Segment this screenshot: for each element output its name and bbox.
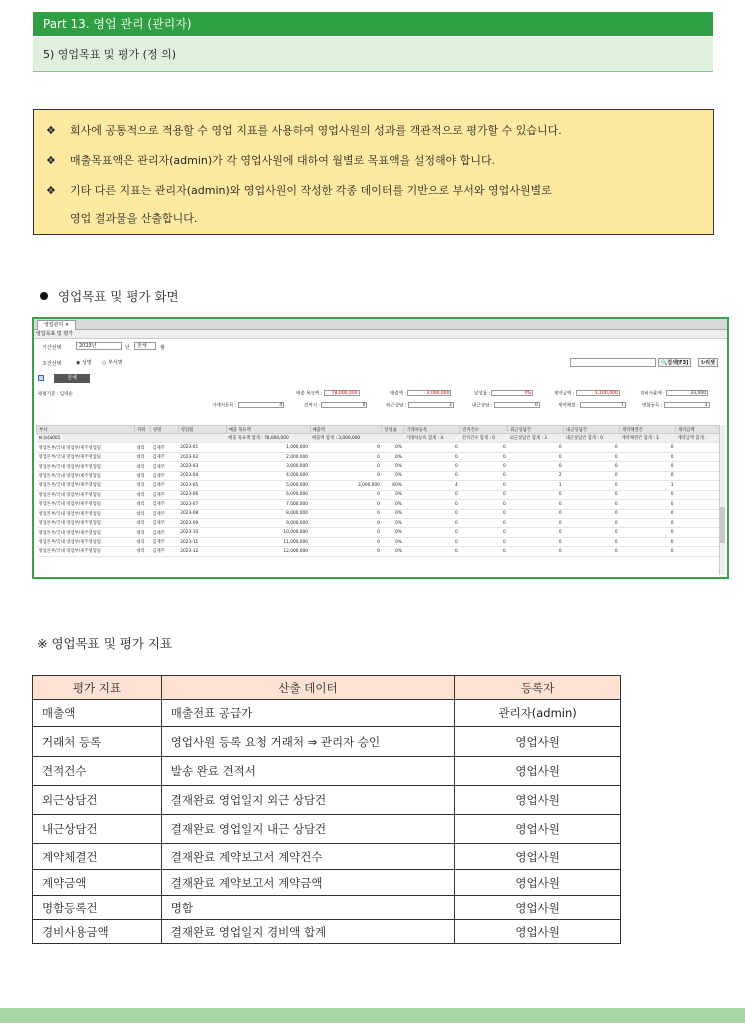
indicator-cell: 외근상담건 bbox=[33, 786, 162, 815]
table-cell: 대리 bbox=[134, 452, 150, 461]
table-row[interactable] bbox=[37, 443, 722, 452]
table-cell: 11,000,000 bbox=[226, 537, 310, 546]
table-cell: 영업본부/국내 영업부/제주영업팀 bbox=[37, 537, 135, 546]
table-cell bbox=[675, 490, 721, 499]
table-cell: 0 bbox=[310, 462, 382, 471]
period-row bbox=[34, 339, 727, 355]
indicator-cell: 결재완료 영업일지 경비액 합계 bbox=[161, 920, 454, 944]
table-row[interactable] bbox=[37, 481, 722, 490]
table-cell: 10,000,000 bbox=[226, 528, 310, 537]
table-cell: 2023-09 bbox=[178, 518, 226, 527]
table-cell: 0 bbox=[460, 481, 508, 490]
indicator-table bbox=[32, 675, 621, 944]
indicator-cell: 관리자(admin) bbox=[455, 700, 621, 727]
table-cell: 0 bbox=[620, 452, 676, 461]
table-cell: 2 bbox=[508, 471, 564, 480]
note-item: ❖ 매출목표액은 관리자(admin)가 각 영업사원에 대하여 월별로 목표액을 설정해야 합니다. bbox=[44, 150, 713, 180]
table-cell: 0% bbox=[382, 528, 404, 537]
section-title: 5) 영업목표 및 평가 (정 의) bbox=[33, 37, 713, 72]
indicator-row bbox=[33, 700, 621, 727]
column-header[interactable]: 부서 bbox=[37, 426, 135, 434]
summary-row-2 bbox=[34, 400, 727, 412]
table-cell: 0 bbox=[508, 462, 564, 471]
table-cell: 영업본부/국내 영업부/제주영업팀 bbox=[37, 518, 135, 527]
table-cell: 김제주 bbox=[150, 471, 178, 480]
column-header[interactable]: 성명 bbox=[150, 426, 178, 434]
indicator-title: ※ 영업목표 및 평가 지표 bbox=[37, 636, 173, 651]
basis-label: 평평기준 : 입력순 bbox=[38, 392, 73, 397]
table-cell: 0 bbox=[404, 462, 460, 471]
table-cell: 0% bbox=[382, 443, 404, 452]
table-cell: 0 bbox=[620, 490, 676, 499]
table-row[interactable] bbox=[37, 509, 722, 518]
table-cell: 0 bbox=[564, 471, 620, 480]
column-header[interactable]: 거래처등록 bbox=[404, 426, 460, 434]
table-cell: 60% bbox=[382, 481, 404, 490]
table-cell: 0 bbox=[310, 547, 382, 556]
scrollbar-thumb[interactable] bbox=[720, 507, 725, 543]
indicator-cell: 매출전표 공급가 bbox=[161, 700, 454, 727]
table-cell: 0% bbox=[382, 518, 404, 527]
indicator-cell: 결재완료 계약보고서 계약금액 bbox=[161, 870, 454, 896]
indicator-cell: 결재완료 계약보고서 계약건수 bbox=[161, 844, 454, 870]
indicator-cell: 명함등록건 bbox=[33, 896, 162, 920]
summary-inside-consult: 내근상담 : 0 bbox=[472, 403, 538, 409]
table-cell bbox=[675, 471, 721, 480]
table-cell: 0 bbox=[508, 509, 564, 518]
table-cell: 2023-08 bbox=[178, 509, 226, 518]
indicator-cell: 거래처 등록 bbox=[33, 727, 162, 757]
table-cell: 영업본부/국내 영업부/제주영업팀 bbox=[37, 443, 135, 452]
column-header[interactable]: 매출액 bbox=[310, 426, 382, 434]
table-cell: 김제주 bbox=[150, 452, 178, 461]
indicator-row bbox=[33, 815, 621, 844]
table-cell: 0 bbox=[460, 537, 508, 546]
indicator-cell: 내근상담건 bbox=[33, 815, 162, 844]
period-label: 기간선택 bbox=[42, 345, 62, 351]
table-row[interactable] bbox=[37, 490, 722, 499]
table-cell: 0 bbox=[620, 547, 676, 556]
indicator-cell: 영업사원 bbox=[455, 815, 621, 844]
screen-section-title: 영업목표 및 평가 화면 bbox=[40, 287, 179, 305]
table-cell: 영업본부/국내 영업부/제주영업팀 bbox=[37, 509, 135, 518]
table-cell: 9,000,000 bbox=[226, 518, 310, 527]
table-cell: 대리 bbox=[134, 500, 150, 509]
table-cell: 김제주 bbox=[150, 518, 178, 527]
app-screenshot bbox=[32, 317, 729, 579]
table-cell: 대리 bbox=[134, 518, 150, 527]
note-box bbox=[33, 109, 714, 235]
filter-tab-row bbox=[34, 371, 727, 387]
table-cell: 2023-10 bbox=[178, 528, 226, 537]
table-cell: 0% bbox=[382, 490, 404, 499]
table-cell: 0 bbox=[460, 443, 508, 452]
diamond-bullet-icon: ❖ bbox=[46, 124, 56, 137]
table-cell: 2023-12 bbox=[178, 547, 226, 556]
indicator-cell: 견적건수 bbox=[33, 757, 162, 786]
table-cell: 대리 bbox=[134, 481, 150, 490]
summary-client-reg: 거래처등록 : 4 bbox=[212, 403, 283, 409]
table-cell: 1 bbox=[620, 481, 676, 490]
table-cell: 0 bbox=[564, 537, 620, 546]
table-cell: 영업본부/국내 영업부/제주영업팀 bbox=[37, 452, 135, 461]
reset-button[interactable]: ↻리셋 bbox=[698, 358, 718, 367]
year-select[interactable]: 2023년 bbox=[76, 342, 122, 350]
table-cell bbox=[675, 537, 721, 546]
summary-card: 명함등록 : 1 bbox=[642, 403, 708, 409]
table-cell: 0 bbox=[508, 547, 564, 556]
table-cell: 1,000,000 bbox=[226, 443, 310, 452]
table-cell: 2023-01 bbox=[178, 443, 226, 452]
summary-sales: 매출액 : 3,000,000 bbox=[390, 391, 450, 397]
table-cell: 김제주 bbox=[150, 509, 178, 518]
radio-dept[interactable]: ○ 부서명 bbox=[102, 360, 123, 366]
table-row[interactable] bbox=[37, 537, 722, 546]
column-header[interactable]: 달성률 bbox=[382, 426, 404, 434]
table-cell: 영업본부/국내 영업부/제주영업팀 bbox=[37, 528, 135, 537]
table-cell: 0 bbox=[620, 528, 676, 537]
column-header[interactable]: 견적건수 bbox=[460, 426, 508, 434]
table-cell: 대리 bbox=[134, 490, 150, 499]
summary-rate: 달성률 : 4% bbox=[474, 391, 532, 397]
table-cell: 0 bbox=[310, 518, 382, 527]
table-cell: 김제주 bbox=[150, 490, 178, 499]
indicator-header-row bbox=[33, 676, 621, 700]
table-cell: 0% bbox=[382, 462, 404, 471]
table-cell: 0 bbox=[404, 452, 460, 461]
table-cell: 1 bbox=[508, 481, 564, 490]
column-header[interactable]: 직위 bbox=[134, 426, 150, 434]
note-item: ❖ 기타 다른 지표는 관리자(admin)와 영업사원이 작성한 각종 데이터를 기반으로 부서와 영업사원별로 bbox=[44, 180, 713, 200]
column-header[interactable]: 내근상담건 bbox=[564, 426, 620, 434]
table-cell: 0% bbox=[382, 500, 404, 509]
table-cell: 2023-06 bbox=[178, 490, 226, 499]
table-cell: 2023-02 bbox=[178, 452, 226, 461]
table-cell: 0 bbox=[404, 537, 460, 546]
table-cell: 0 bbox=[620, 537, 676, 546]
table-cell: 김제주 bbox=[150, 481, 178, 490]
table-row[interactable] bbox=[37, 547, 722, 556]
table-cell: 0 bbox=[620, 471, 676, 480]
indicator-cell: 결재완료 영업일지 내근 상담건 bbox=[161, 815, 454, 844]
table-cell: 0 bbox=[310, 443, 382, 452]
table-cell: 2023-03 bbox=[178, 462, 226, 471]
part-title: Part 13. 영업 관리 (관리자) bbox=[33, 12, 713, 36]
table-cell: 0 bbox=[564, 509, 620, 518]
table-cell: 5,000,000 bbox=[226, 481, 310, 490]
table-cell: 0 bbox=[564, 462, 620, 471]
expand-checkbox[interactable] bbox=[38, 375, 44, 381]
indicator-cell: 영업사원 bbox=[455, 727, 621, 757]
indicator-row bbox=[33, 844, 621, 870]
table-cell: 0 bbox=[564, 443, 620, 452]
table-cell: 8,000,000 bbox=[226, 509, 310, 518]
table-cell: 0 bbox=[404, 471, 460, 480]
table-row[interactable] bbox=[37, 518, 722, 527]
table-cell: 0 bbox=[404, 547, 460, 556]
table-cell: 0% bbox=[382, 452, 404, 461]
indicator-cell: 계약금액 bbox=[33, 870, 162, 896]
table-cell: 7,000,000 bbox=[226, 500, 310, 509]
table-cell bbox=[675, 462, 721, 471]
table-cell bbox=[675, 481, 721, 490]
footer-bar bbox=[0, 1008, 745, 1023]
table-row[interactable] bbox=[37, 452, 722, 461]
table-cell bbox=[675, 500, 721, 509]
group-row[interactable]: ⊟ [e]a001 매출 목표액 합계 : 78,000,000 매출액 합계 : 3,000,000 거래처등록 합계 : 4 견적건수 합계 : 0 외근상담건 합계 : 3 내근상담건 합계 : 0 계약체결건 합계 : 1 계약금액 합계 : bbox=[37, 434, 722, 443]
table-cell: 0 bbox=[310, 537, 382, 546]
table-cell: 김제주 bbox=[150, 443, 178, 452]
table-cell: 김제주 bbox=[150, 528, 178, 537]
table-cell: 0 bbox=[620, 509, 676, 518]
table-cell: 0 bbox=[460, 509, 508, 518]
indicator-row bbox=[33, 727, 621, 757]
table-cell: 0 bbox=[620, 443, 676, 452]
table-cell: 2023-04 bbox=[178, 471, 226, 480]
table-cell: 0 bbox=[460, 547, 508, 556]
indicator-cell: 영업사원 bbox=[455, 870, 621, 896]
table-cell: 대리 bbox=[134, 462, 150, 471]
indicator-row bbox=[33, 920, 621, 944]
search-button[interactable]: 🔍검색[F3] bbox=[658, 358, 691, 367]
table-cell: 대리 bbox=[134, 443, 150, 452]
table-cell: 0 bbox=[508, 500, 564, 509]
table-cell: 영업본부/국내 영업부/제주영업팀 bbox=[37, 490, 135, 499]
table-cell: 대리 bbox=[134, 471, 150, 480]
table-cell: 영업본부/국내 영업부/제주영업팀 bbox=[37, 500, 135, 509]
table-cell: 0% bbox=[382, 547, 404, 556]
table-cell: 0 bbox=[508, 443, 564, 452]
table-cell: 2023-11 bbox=[178, 537, 226, 546]
indicator-row bbox=[33, 786, 621, 815]
table-cell bbox=[675, 547, 721, 556]
column-header[interactable]: 계약금액 bbox=[675, 426, 721, 434]
table-row[interactable] bbox=[37, 528, 722, 537]
table-cell: 영업본부/국내 영업부/제주영업팀 bbox=[37, 547, 135, 556]
table-cell bbox=[675, 509, 721, 518]
table-cell: 2,000,000 bbox=[226, 452, 310, 461]
table-row[interactable] bbox=[37, 500, 722, 509]
table-cell: 0 bbox=[460, 462, 508, 471]
indicator-cell: 영업사원 bbox=[455, 896, 621, 920]
summary-contract: 계약체결 : 1 bbox=[558, 403, 624, 409]
table-cell: 0 bbox=[460, 452, 508, 461]
table-cell: 4 bbox=[404, 481, 460, 490]
table-cell: 0 bbox=[508, 518, 564, 527]
table-cell: 3,000,000 bbox=[226, 462, 310, 471]
table-cell: 0 bbox=[508, 452, 564, 461]
table-cell: 0 bbox=[564, 500, 620, 509]
note-item: ❖ 회사에 공통적으로 적용할 수 영업 지표를 사용하여 영업사원의 성과를 객관적으로 평가할 수 있습니다. bbox=[44, 120, 713, 150]
indicator-cell: 발송 완료 견적서 bbox=[161, 757, 454, 786]
table-cell: 0 bbox=[310, 509, 382, 518]
table-cell: 0% bbox=[382, 509, 404, 518]
table-cell: 0 bbox=[404, 443, 460, 452]
table-cell: 0 bbox=[310, 500, 382, 509]
table-cell: 0 bbox=[564, 547, 620, 556]
breadcrumb: 영업목표 및 평가 bbox=[34, 330, 727, 339]
month-select[interactable]: 전체 bbox=[134, 342, 156, 350]
indicator-cell: 계약체결건 bbox=[33, 844, 162, 870]
table-cell: 0 bbox=[508, 490, 564, 499]
table-cell: 대리 bbox=[134, 509, 150, 518]
month-unit: 월 bbox=[160, 345, 165, 351]
grid-header-row bbox=[37, 426, 722, 434]
table-cell: 0 bbox=[460, 518, 508, 527]
table-cell: 2023-05 bbox=[178, 481, 226, 490]
table-cell: 0 bbox=[564, 481, 620, 490]
table-cell: 0 bbox=[404, 490, 460, 499]
tab-all[interactable]: 전체 bbox=[54, 374, 90, 383]
table-cell bbox=[675, 443, 721, 452]
note-continuation: 영업 결과물을 산출합니다. bbox=[70, 212, 198, 225]
table-cell: 2023-07 bbox=[178, 500, 226, 509]
grid-scrollbar[interactable] bbox=[719, 425, 725, 575]
table-cell: 6,000,000 bbox=[226, 490, 310, 499]
table-cell: 김제주 bbox=[150, 537, 178, 546]
diamond-bullet-icon: ❖ bbox=[46, 154, 56, 167]
summary-quote: 견적서 : 0 bbox=[304, 403, 366, 409]
indicator-cell: 영업사원 등록 요청 거래처 ⇒ 관리자 승인 bbox=[161, 727, 454, 757]
search-input[interactable] bbox=[570, 358, 656, 367]
indicator-row bbox=[33, 757, 621, 786]
table-cell: 0 bbox=[564, 518, 620, 527]
summary-row-1 bbox=[34, 387, 727, 400]
indicator-cell: 경비사용금액 bbox=[33, 920, 162, 944]
table-cell: 대리 bbox=[134, 528, 150, 537]
table-cell: 0 bbox=[404, 518, 460, 527]
table-cell: 0 bbox=[620, 500, 676, 509]
table-row[interactable] bbox=[37, 462, 722, 471]
column-header[interactable]: 영업월 bbox=[178, 426, 226, 434]
table-cell: 12,000,000 bbox=[226, 547, 310, 556]
column-header[interactable]: 매출 목표액 bbox=[226, 426, 310, 434]
table-cell: 0 bbox=[404, 528, 460, 537]
table-cell: 0 bbox=[620, 518, 676, 527]
table-cell: 영업본부/국내 영업부/제주영업팀 bbox=[37, 462, 135, 471]
table-cell: 0 bbox=[310, 490, 382, 499]
indicator-cell: 영업사원 bbox=[455, 844, 621, 870]
table-cell: 0 bbox=[564, 528, 620, 537]
radio-name[interactable]: ◉ 성명 bbox=[76, 360, 92, 366]
indicator-header: 등록자 bbox=[455, 676, 621, 700]
indicator-header: 산출 데이터 bbox=[161, 676, 454, 700]
table-cell: 3,000,000 bbox=[310, 481, 382, 490]
column-header[interactable]: 계약체결건 bbox=[620, 426, 676, 434]
indicator-cell: 영업사원 bbox=[455, 920, 621, 944]
table-cell: 영업본부/국내 영업부/제주영업팀 bbox=[37, 481, 135, 490]
summary-contract-amount: 계약금액 : 1,100,000 bbox=[554, 391, 618, 397]
indicator-cell: 결재완료 영업일지 외근 상담건 bbox=[161, 786, 454, 815]
tab-bar bbox=[34, 319, 727, 330]
summary-expense: 경비사용액 : 33,000 bbox=[640, 391, 707, 397]
indicator-header: 평가 지표 bbox=[33, 676, 162, 700]
column-header[interactable]: 외근상담건 bbox=[508, 426, 564, 434]
indicator-cell: 명함 bbox=[161, 896, 454, 920]
condition-label: 조건선택 bbox=[42, 361, 62, 367]
table-cell: 0 bbox=[508, 537, 564, 546]
table-cell: 0 bbox=[620, 462, 676, 471]
table-cell: 0 bbox=[310, 471, 382, 480]
table-cell: 0 bbox=[404, 500, 460, 509]
evaluation-grid bbox=[36, 425, 722, 557]
table-cell bbox=[675, 518, 721, 527]
table-cell: 0 bbox=[460, 500, 508, 509]
table-cell: 0 bbox=[404, 509, 460, 518]
table-cell: 김제주 bbox=[150, 547, 178, 556]
table-cell: 0 bbox=[460, 490, 508, 499]
indicator-cell: 영업사원 bbox=[455, 786, 621, 815]
table-cell: 0 bbox=[508, 528, 564, 537]
year-unit: 년 bbox=[125, 345, 130, 351]
indicator-row bbox=[33, 896, 621, 920]
summary-outside-consult: 외근상담 : 3 bbox=[386, 403, 452, 409]
table-cell: 0% bbox=[382, 471, 404, 480]
table-row[interactable] bbox=[37, 471, 722, 480]
indicator-cell: 매출액 bbox=[33, 700, 162, 727]
condition-row bbox=[34, 355, 727, 371]
indicator-cell: 영업사원 bbox=[455, 757, 621, 786]
table-cell bbox=[675, 452, 721, 461]
table-cell: 0 bbox=[460, 471, 508, 480]
table-cell: 김제주 bbox=[150, 500, 178, 509]
bullet-dot-icon bbox=[40, 292, 48, 300]
table-cell: 4,000,000 bbox=[226, 471, 310, 480]
table-cell: 0 bbox=[310, 528, 382, 537]
table-cell: 0 bbox=[564, 452, 620, 461]
table-cell: 대리 bbox=[134, 537, 150, 546]
tab-sales-management[interactable]: 영업관리 × bbox=[37, 320, 76, 330]
table-cell: 0 bbox=[460, 528, 508, 537]
table-cell: 영업본부/국내 영업부/제주영업팀 bbox=[37, 471, 135, 480]
table-cell bbox=[675, 528, 721, 537]
table-cell: 0 bbox=[564, 490, 620, 499]
table-cell: 대리 bbox=[134, 547, 150, 556]
table-cell: 김제주 bbox=[150, 462, 178, 471]
diamond-bullet-icon: ❖ bbox=[46, 184, 56, 197]
summary-sales-target: 매출 목표액 : 78,000,000 bbox=[296, 391, 358, 397]
table-cell: 0 bbox=[310, 452, 382, 461]
indicator-row bbox=[33, 870, 621, 896]
group-label: ⊟ [e]a001 bbox=[37, 434, 135, 443]
table-cell: 0% bbox=[382, 537, 404, 546]
